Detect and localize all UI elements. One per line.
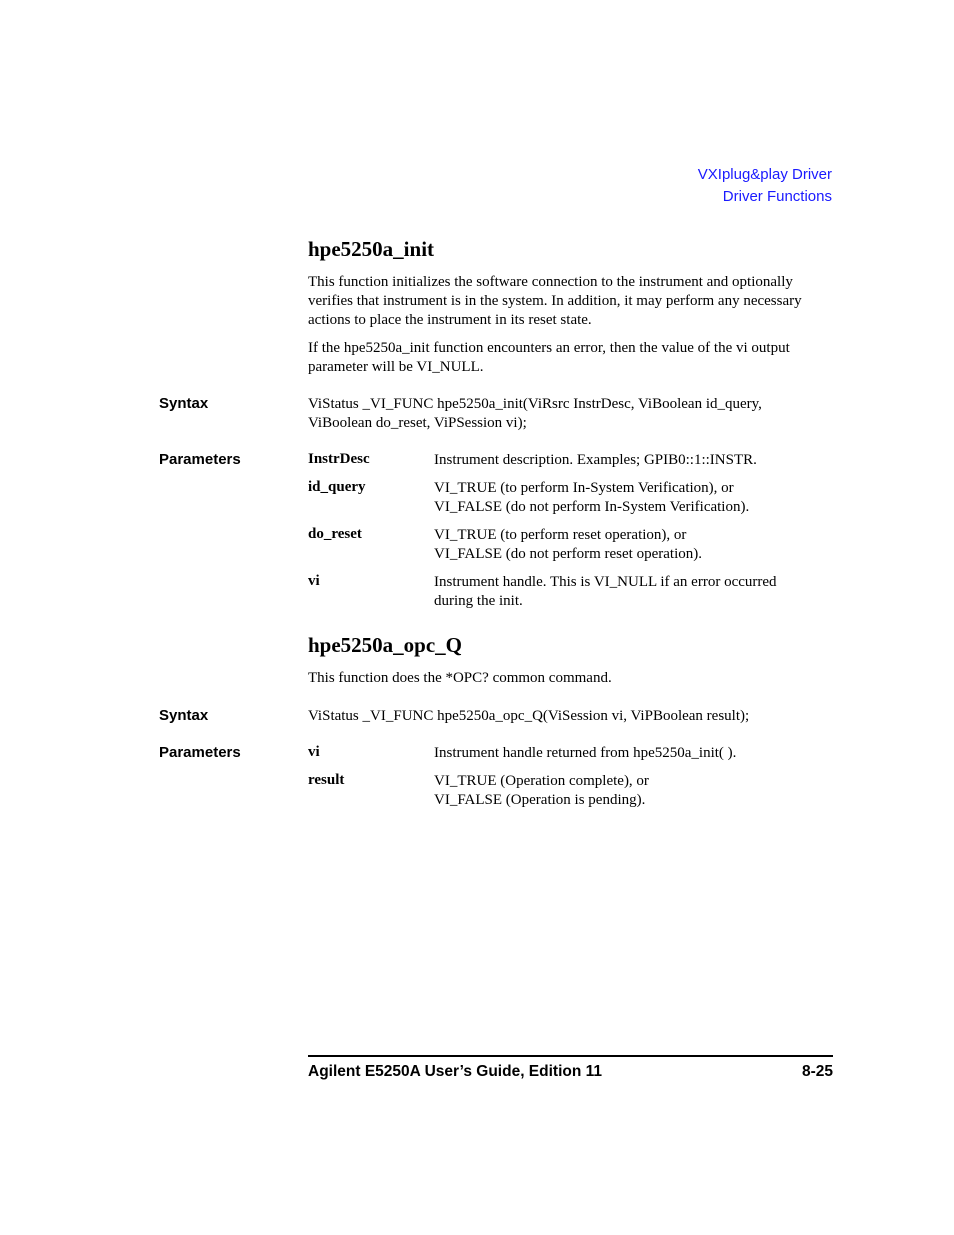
code-line: ViBoolean do_reset, ViPSession vi);	[308, 415, 527, 431]
syntax-label: Syntax	[159, 707, 209, 724]
text-line: verifies that instrument is in the system. In addition, it may perform any necessary	[308, 293, 802, 309]
code-line: ViStatus _VI_FUNC hpe5250a_init(ViRsrc InstrDesc, ViBoolean id_query,	[308, 396, 762, 412]
param-desc	[434, 526, 834, 564]
param-desc	[434, 479, 834, 517]
param-desc	[434, 573, 834, 611]
header-chapter-link[interactable]: VXIplug&play Driver	[697, 166, 832, 183]
param-name: vi	[308, 744, 320, 760]
param-name: vi	[308, 573, 320, 589]
text-line: VI_FALSE (do not perform reset operation).	[434, 546, 702, 562]
text-line: VI_FALSE (Operation is pending).	[434, 792, 646, 808]
param-name: id_query	[308, 479, 366, 495]
param-desc	[434, 772, 834, 810]
init-error-note	[308, 339, 833, 377]
init-description	[308, 273, 833, 330]
text-line: VI_TRUE (to perform In-System Verification), or	[434, 480, 734, 496]
text-line: Instrument description. Examples; GPIB0::1::INSTR.	[434, 452, 757, 468]
header-section-link[interactable]: Driver Functions	[722, 188, 832, 205]
footer-divider	[308, 1055, 833, 1057]
section-title-opc: hpe5250a_opc_Q	[308, 633, 463, 657]
param-name: InstrDesc	[308, 451, 370, 467]
footer-book-title: Agilent E5250A User’s Guide, Edition 11	[308, 1063, 603, 1080]
parameters-label: Parameters	[159, 744, 241, 761]
text-line: VI_TRUE (to perform reset operation), or	[434, 527, 687, 543]
text-line: VI_TRUE (Operation complete), or	[434, 773, 649, 789]
param-name: do_reset	[308, 526, 362, 542]
text-line: during the init.	[434, 593, 523, 609]
opc-syntax: ViStatus _VI_FUNC hpe5250a_opc_Q(ViSession vi, ViPBoolean result);	[308, 708, 750, 724]
text-line: Instrument handle. This is VI_NULL if an error occurred	[434, 574, 777, 590]
text-line: actions to place the instrument in its reset state.	[308, 312, 592, 328]
param-desc	[434, 744, 834, 763]
parameters-label: Parameters	[159, 451, 241, 468]
text-line: If the hpe5250a_init function encounters an error, then the value of the vi output	[308, 340, 790, 356]
param-name: result	[308, 772, 345, 788]
param-desc	[434, 451, 834, 470]
text-line: Instrument handle returned from hpe5250a_init( ).	[434, 745, 737, 761]
text-line: parameter will be VI_NULL.	[308, 359, 484, 375]
footer-page-number: 8-25	[801, 1063, 833, 1080]
opc-description: This function does the *OPC? common command.	[308, 670, 612, 686]
text-line: This function initializes the software connection to the instrument and optionally	[308, 274, 793, 290]
syntax-label: Syntax	[159, 395, 209, 412]
text-line: VI_FALSE (do not perform In-System Verification).	[434, 499, 750, 515]
section-title-init: hpe5250a_init	[308, 237, 435, 261]
init-syntax	[308, 395, 833, 433]
